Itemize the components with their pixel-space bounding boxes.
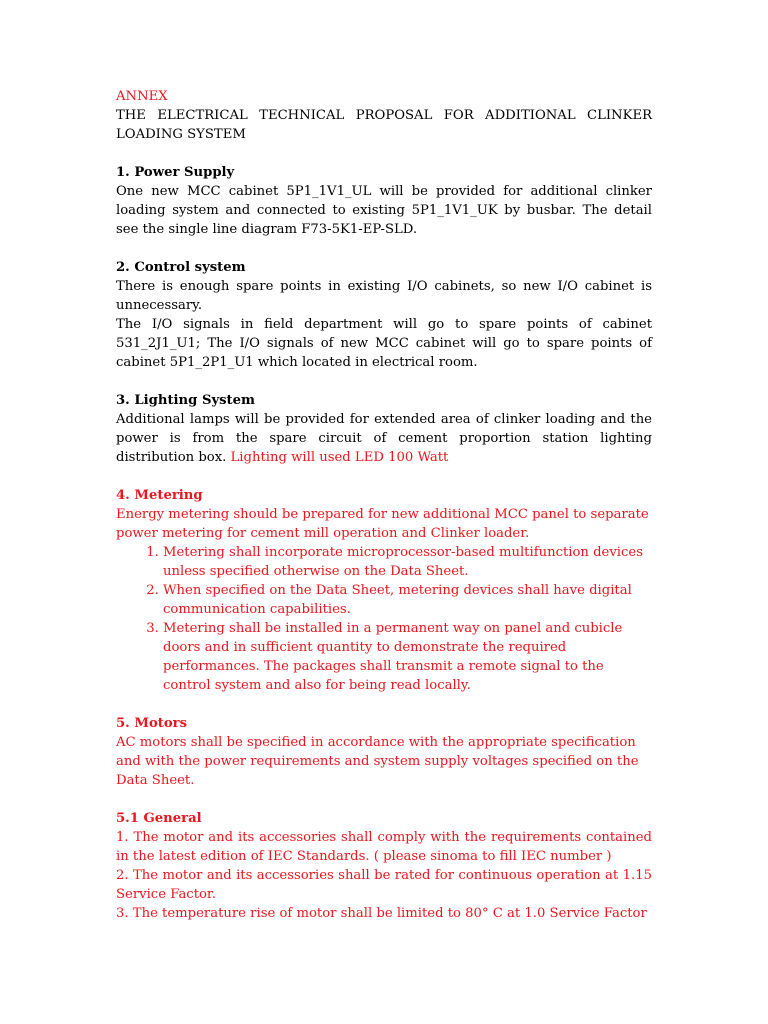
spacer [116, 144, 652, 163]
metering-list [116, 543, 652, 695]
section-4-heading: 4. Metering [116, 488, 203, 503]
section-5-body: AC motors shall be specified in accordance with the appropriate specification and with the power requirements and system supply voltages specified on the Data Sheet. [116, 735, 639, 788]
section-3-heading: 3. Lighting System [116, 393, 255, 408]
section-5-1-item-3: 3. The temperature rise of motor shall be limited to 80° C at 1.0 Service Factor [116, 906, 647, 921]
spacer [116, 239, 652, 258]
section-2-paragraph-1: There is enough spare points in existing I/O cabinets, so new I/O cabinet is unnecessary. [116, 279, 652, 313]
section-5-1-item-2: 2. The motor and its accessories shall be rated for continuous operation at 1.15 Service Factor. [116, 868, 652, 902]
section-1-heading: 1. Power Supply [116, 165, 235, 180]
section-5-1-item-1: 1. The motor and its accessories shall comply with the requirements contained in the latest edition of IEC Standards. ( please sinoma to fill IEC number ) [116, 830, 652, 864]
document-title: THE ELECTRICAL TECHNICAL PROPOSAL FOR ADDITIONAL CLINKER LOADING SYSTEM [116, 108, 652, 142]
spacer [116, 372, 652, 391]
section-3-note: Lighting will used LED 100 Watt [230, 450, 449, 465]
spacer [116, 790, 652, 809]
section-3-text: Additional lamps will be provided for extended area of clinker loading and the power is from the spare circuit of cement proportion station lighting distribution box. [116, 412, 652, 465]
spacer [116, 695, 652, 714]
section-1-body: One new MCC cabinet 5P1_1V1_UL will be provided for additional clinker loading system and connected to existing 5P1_1V1_UK by busbar. The detail see the single line diagram F73-5K1-EP-SLD. [116, 184, 652, 237]
section-4-body: Energy metering should be prepared for new additional MCC panel to separate power metering for cement mill operation and Clinker loader. [116, 507, 649, 541]
section-3-body [116, 410, 652, 467]
section-5-heading: 5. Motors [116, 716, 188, 731]
list-item: 2. When specified on the Data Sheet, metering devices shall have digital communication capabilities. [163, 581, 652, 619]
section-5-1-heading: 5.1 General [116, 811, 202, 826]
section-2-heading: 2. Control system [116, 260, 246, 275]
list-item: 1. Metering shall incorporate microprocessor-based multifunction devices unless specified otherwise on the Data Sheet. [163, 543, 652, 581]
annex-label: ANNEX [116, 89, 168, 104]
list-item: 3. Metering shall be installed in a permanent way on panel and cubicle doors and in sufficient quantity to demonstrate the required performances. The packages shall transmit a remote signal to the control system and also for being read locally. [163, 619, 652, 695]
section-2-paragraph-2: The I/O signals in field department will go to spare points of cabinet 531_2J1_U1; The I/O signals of new MCC cabinet will go to spare points of cabinet 5P1_2P1_U1 which located in electrical room. [116, 317, 652, 370]
spacer [116, 467, 652, 486]
